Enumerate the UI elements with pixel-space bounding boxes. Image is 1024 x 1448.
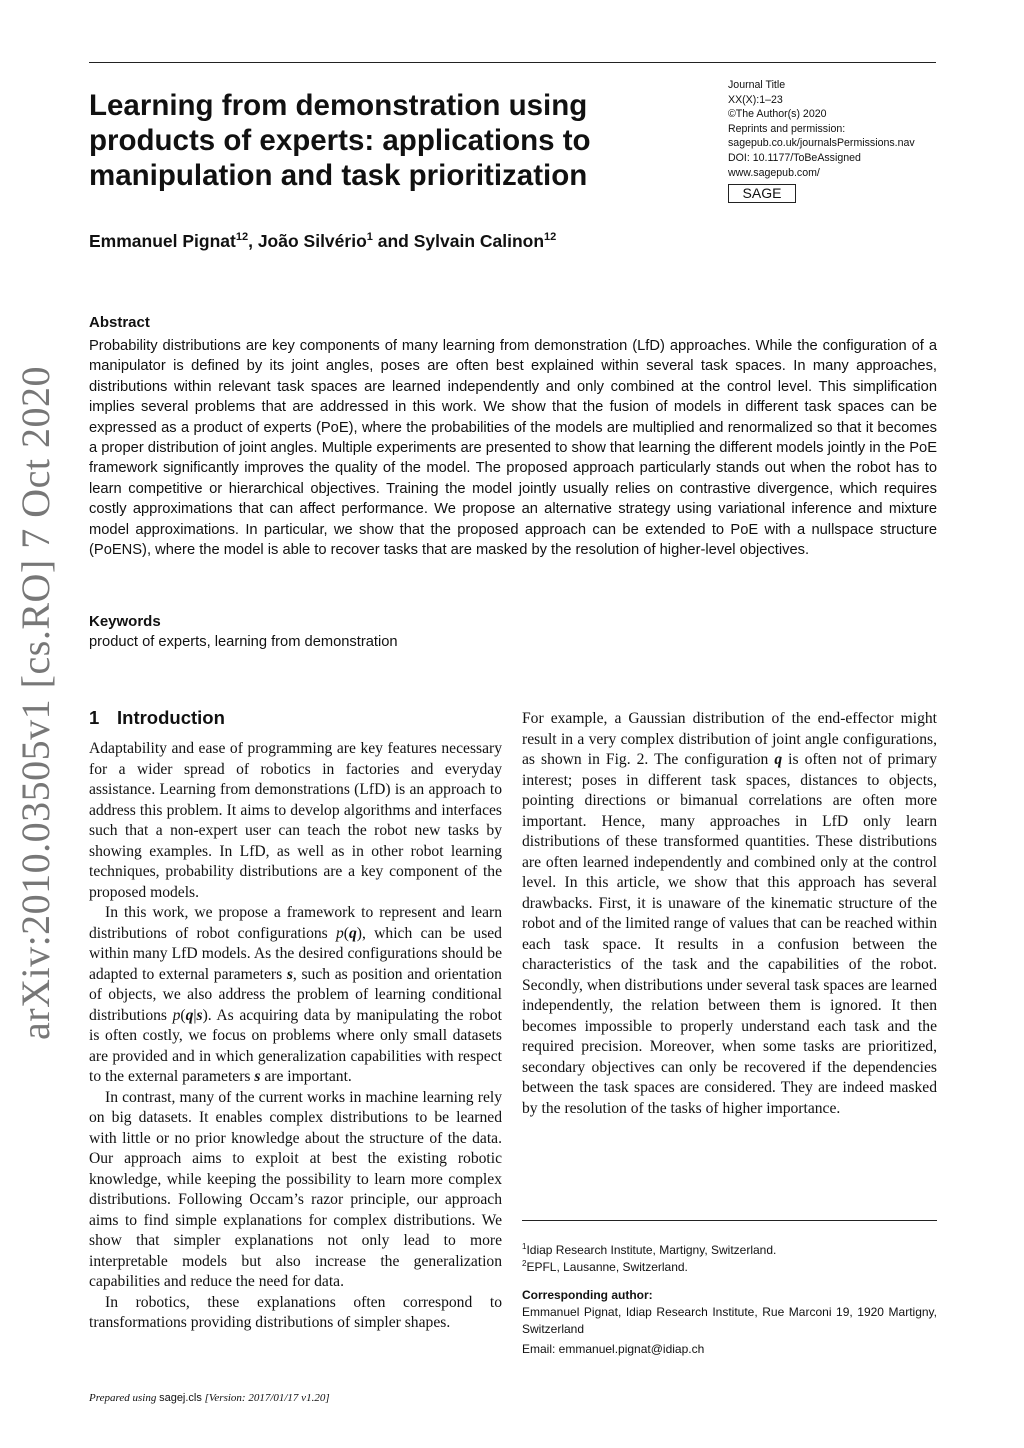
affiliation-mark: 1 [522, 1242, 527, 1251]
paper-title [89, 88, 649, 193]
body-paragraph [522, 709, 937, 1119]
title-line: manipulation and task prioritization [89, 159, 588, 192]
text-run: | [193, 1006, 197, 1024]
doi: DOI: 10.1177/ToBeAssigned [728, 151, 861, 164]
section-number: 1 [89, 707, 100, 728]
author-affiliation-mark: 12 [544, 231, 557, 243]
arxiv-stamp: arXiv:2010.03505v1 [cs.RO] 7 Oct 2020 [13, 366, 58, 1040]
affiliation [522, 1255, 942, 1276]
body-paragraph [89, 1088, 502, 1293]
title-line: Learning from demonstration using [89, 89, 588, 122]
author-separator: and [372, 230, 414, 251]
permissions-link[interactable]: sagepub.co.uk/journalsPermissions.nav [728, 137, 915, 150]
math-vector: s [254, 1068, 261, 1085]
text-run: ), which can be used within many LfD models. As the desired configurations should be adapted to external parameters [89, 924, 502, 983]
text-run: Adaptability and ease of programming are key features necessary for a wider spread of robotics in factories and everyday assistance. Learning from demonstrations (LfD) is an approach to address this problem. It aims to develop algorithms and interfaces such that a non-expert user can teach the robot new tasks by showing examples. In LfD, as well as in other robot learning techniques, probability distributions are a key component of the proposed models. [89, 740, 502, 901]
class-file: sagej.cls [159, 1392, 202, 1404]
author-affiliation-mark: 12 [235, 231, 249, 243]
publisher-link[interactable]: www.sagepub.com/ [728, 166, 820, 179]
title-line: products of experts: applications to [89, 124, 591, 157]
left-column [89, 739, 502, 1334]
journal-title: Journal Title [728, 79, 786, 91]
affiliation-mark: 2 [522, 1259, 527, 1268]
keywords-list: product of experts, learning from demonstration [89, 634, 398, 650]
journal-info [728, 78, 948, 203]
text-run: In this work, we propose a framework to represent and learn distributions of robot configurations [89, 904, 502, 942]
corresponding-heading: Corresponding author: [522, 1288, 653, 1302]
body-paragraph [89, 1293, 502, 1334]
affiliation-text: EPFL, Lausanne, Switzerland. [526, 1260, 688, 1274]
math-vector: s [286, 965, 293, 983]
section-title: Introduction [117, 707, 225, 728]
text-run: For example, a Gaussian distribution of the end-effector might result in a very complex distribution of joint angle configurations, as shown in Fig. 2. The configuration [522, 710, 937, 768]
author-name: Sylvain Calinon [413, 230, 545, 251]
body-paragraph [89, 903, 502, 1088]
affiliation-text: Idiap Research Institute, Martigny, Switzerland. [526, 1243, 777, 1257]
reprints-label: Reprints and permission: [728, 122, 846, 135]
prepared-note [89, 1392, 330, 1404]
author-name: João Silvério [257, 230, 367, 251]
math-vector: s [196, 1006, 203, 1024]
text-run: is often not of primary interest; poses in different task spaces, distances to objects, pointing directions or bimanual correlations are often more important. Hence, many approaches in LfD only learn distributions of these transformed quantities. These distributions are often learned independently and combined only at the control level. In this article, we show that this approach has several drawbacks. First, it is unaware of the kinematic structure of the robot and of the limited range of values that can be reached within each task space. It results in a confusion between the characteristics of the task and the capabilities of the robot. Secondly, when distributions under several task spaces are learned independently, the relation between them is ignored. It then becomes impossible to properly understand each task and the required precision. Moreover, when some tasks are prioritized, secondary objectives can only be recovered if the dependencies between the task spaces are considered. They are indeed masked by the resolution of the tasks of higher importance. [522, 751, 937, 1117]
math-vector: q [349, 924, 357, 942]
prepared-prefix: Prepared using [89, 1392, 160, 1404]
text-run: In contrast, many of the current works in machine learning rely on big datasets. It enables complex distributions to be learned with little or no prior knowledge about the structure of the data. Our approach aims to exploit at best the existing robotic knowledge, while keeping the possibility to learn more complex distributions. Following Occam’s razor principle, our approach aims to find simple explanations for complex distributions. We show that simpler explanations not only lead to more interpretable models but also increase the generalization capabilities and reduce the need for data. [89, 1088, 502, 1290]
math-symbol: p [336, 924, 344, 942]
math-symbol: p [172, 1006, 181, 1024]
class-version: [Version: 2017/01/17 v1.20] [201, 1392, 330, 1404]
copyright: ©The Author(s) 2020 [728, 108, 827, 121]
header-rule [89, 62, 936, 63]
body-paragraph [89, 739, 502, 903]
footnote-rule [522, 1220, 937, 1221]
math-vector: q [774, 751, 783, 768]
text-run: are important. [260, 1068, 352, 1085]
text-run: ( [180, 1006, 186, 1024]
right-column [522, 709, 937, 1119]
math-vector: q [185, 1006, 194, 1024]
abstract-body: Probability distributions are key components of many learning from demonstration (LfD) approaches. While the configuration of a manipulator is defined by its joint angles, poses are often best explained within several task spaces. In many approaches, distributions within relevant task spaces are learned independently and only combined at the control level. This simplification implies several problems that are addressed in this work. We show that the fusion of models in different task spaces can be expressed as a product of experts (PoE), where the probabilities of the models are multiplied and renormalized so that it becomes a proper distribution of joint angles. Multiple experiments are presented to show that learning the different models jointly in the PoE framework significantly improves the quality of the model. The proposed approach particularly stands out when the robot has to learn competitive or hierarchical objectives. Training the model jointly usually relies on contrastive divergence, which requires costly approximations that can affect performance. We propose an alternative strategy using variational inference and mixture model approximations. In particular, we show that the proposed approach can be extended to PoE with a nullspace structure (PoENS), where the model is able to recover tasks that are masked by the resolution of higher-level objectives. [89, 338, 938, 559]
corresponding-address: Emmanuel Pignat, Idiap Research Institute, Rue Marconi 19, 1920 Martigny, Switzerland [522, 1305, 937, 1336]
text-run: ). As acquiring data by manipulating the robot is often costly, we focus on problems where only small datasets are provided and in which generalization capabilities with respect to the external parameters [89, 1006, 503, 1085]
author-separator: , [248, 230, 258, 251]
author-name: Emmanuel Pignat [89, 230, 236, 251]
text-run: ( [343, 924, 349, 942]
sage-logo: SAGE [728, 184, 796, 203]
abstract-heading: Abstract [89, 314, 150, 331]
author-list [89, 225, 789, 253]
text-run: In robotics, these explanations often correspond to transformations providing distributions of simpler shapes. [89, 1293, 502, 1331]
author-affiliation-mark: 1 [366, 231, 373, 243]
keywords-heading: Keywords [89, 613, 161, 630]
corresponding-email[interactable]: Email: emmanuel.pignat@idiap.ch [522, 1342, 705, 1356]
section-heading [89, 707, 225, 729]
journal-volume: XX(X):1–23 [728, 93, 783, 106]
text-run: , such as position and orientation of objects, we also address the problem of learning conditional distributions [89, 965, 502, 1024]
